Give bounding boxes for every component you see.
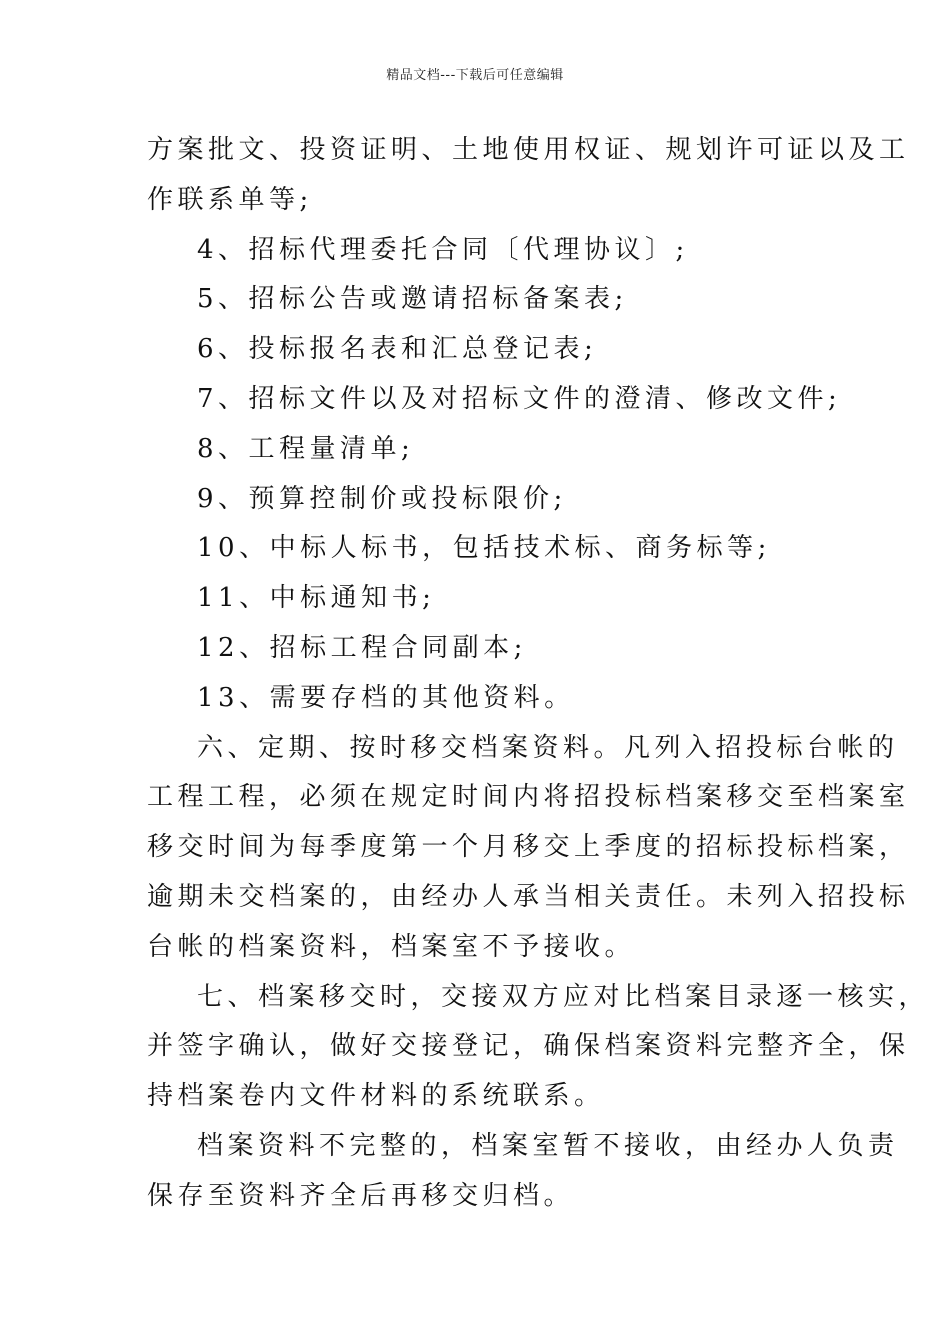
paragraph-line: 档案资料不完整的，档案室暂不接收，由经办人负责	[197, 1130, 899, 1161]
list-item: 6、投标报名表和汇总登记表;	[197, 334, 598, 365]
list-item: 4、招标代理委托合同〔代理协议〕;	[197, 234, 689, 265]
list-item: 9、预算控制价或投标限价;	[197, 483, 567, 514]
document-body	[147, 126, 930, 1222]
list-item: 10、中标人标书，包括技术标、商务标等;	[197, 533, 771, 564]
paragraph-line: 保存至资料齐全后再移交归档。	[147, 1180, 575, 1211]
list-item: 8、工程量清单;	[197, 433, 415, 464]
list-item: 12、招标工程合同副本;	[197, 632, 527, 663]
page-header: 精品文档---下载后可任意编辑	[386, 68, 564, 83]
paragraph-line: 台帐的档案资料，档案室不予接收。	[147, 931, 636, 962]
paragraph-line: 作联系单等;	[147, 184, 313, 215]
list-item: 13、需要存档的其他资料。	[197, 682, 575, 713]
paragraph-line: 方案批文、投资证明、土地使用权证、规划许可证以及工	[147, 135, 910, 165]
paragraph-line: 并签字确认，做好交接登记，确保档案资料完整齐全，保	[147, 1031, 910, 1062]
paragraph-line: 持档案卷内文件材料的系统联系。	[147, 1081, 605, 1112]
paragraph-line: 移交时间为每季度第一个月移交上季度的招标投标档案，	[147, 832, 910, 863]
list-item: 11、中标通知书;	[197, 583, 436, 614]
paragraph-line: 六、定期、按时移交档案资料。凡列入招投标台帐的	[197, 732, 899, 763]
paragraph-line: 工程工程，必须在规定时间内将招投标档案移交至档案室	[147, 782, 910, 813]
list-item: 5、招标公告或邀请招标备案表;	[197, 284, 628, 315]
paragraph-line: 逾期未交档案的，由经办人承当相关责任。未列入招投标	[147, 881, 910, 912]
list-item: 7、招标文件以及对招标文件的澄清、修改文件;	[197, 383, 842, 414]
paragraph-line: 七、档案移交时，交接双方应对比档案目录逐一核实，	[197, 981, 930, 1012]
